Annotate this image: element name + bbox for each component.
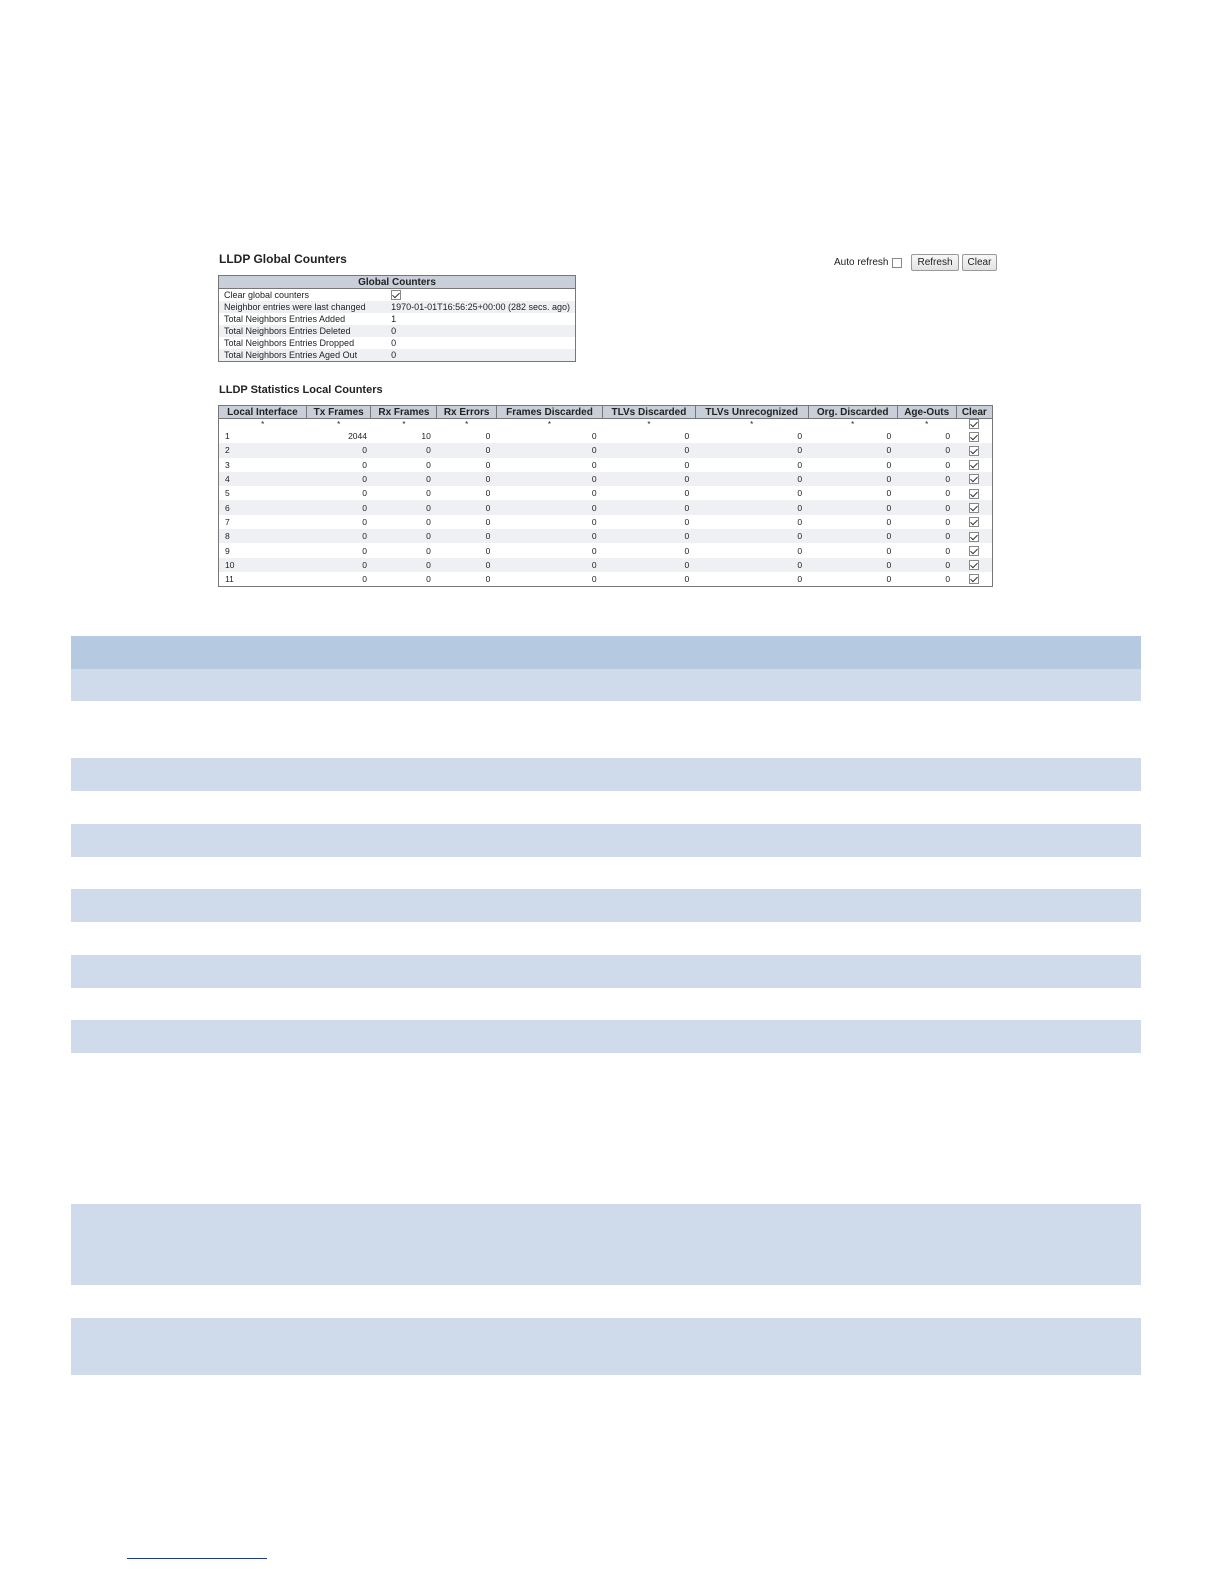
clear-cell	[956, 558, 992, 572]
counter-cell: 0	[684, 516, 690, 527]
counter-cell: 0	[808, 529, 897, 543]
wildcard-cell: *	[851, 419, 855, 429]
counter-cell: 0	[897, 529, 956, 543]
interface-cell: 1	[225, 431, 230, 442]
counter-cell: 0	[496, 443, 602, 457]
doc-table-row-band	[71, 1020, 1141, 1053]
counter-cell: 0	[797, 516, 803, 527]
global-counter-row	[219, 325, 576, 337]
counter-cell: 0	[684, 431, 690, 442]
clear-cell	[956, 529, 992, 543]
counter-cell: 0	[362, 545, 367, 556]
counter-cell: 0	[797, 574, 803, 585]
counter-cell: 0	[945, 545, 951, 556]
counter-cell: 0	[591, 431, 597, 442]
counter-cell: 0	[306, 529, 371, 543]
global-counter-label: Total Neighbors Entries Dropped	[224, 338, 355, 348]
counter-cell: 0	[362, 574, 367, 585]
counter-cell: 0	[371, 500, 437, 514]
doc-table-header-band	[71, 636, 1141, 669]
counter-cell: 0	[306, 500, 371, 514]
counter-cell: 0	[945, 516, 951, 527]
counter-cell: 0	[485, 516, 491, 527]
wildcard-cell: *	[337, 419, 341, 429]
table-row	[219, 529, 993, 543]
column-header: TLVs Discarded	[603, 406, 696, 419]
interface-cell: 3	[225, 459, 230, 470]
clear-cell	[956, 500, 992, 514]
footnote-rule	[127, 1558, 267, 1559]
interface-cell: 6	[219, 500, 307, 514]
counter-cell: 0	[945, 488, 951, 499]
global-counter-value: 1970-01-01T16:56:25+00:00 (282 secs. ago)	[387, 301, 575, 313]
counter-cell: 0	[426, 516, 431, 527]
counter-cell: 0	[496, 558, 602, 572]
clear-row-checkbox[interactable]	[969, 474, 979, 484]
interface-cell: 10	[219, 558, 307, 572]
table-row	[219, 543, 993, 557]
table-row	[219, 486, 993, 500]
counter-cell: 0	[695, 472, 808, 486]
counter-cell: 0	[371, 472, 437, 486]
global-counter-row	[219, 337, 576, 349]
doc-table-row-band	[71, 824, 1141, 857]
counter-cell: 0	[426, 574, 431, 585]
counter-cell: 0	[886, 574, 892, 585]
doc-table-row-band	[71, 955, 1141, 988]
doc-table-row-band	[71, 1318, 1141, 1375]
clear-row-checkbox[interactable]	[969, 503, 979, 513]
counter-cell: 0	[945, 574, 951, 585]
counter-cell: 0	[695, 500, 808, 514]
global-counter-label: Total Neighbors Entries Aged Out	[219, 349, 388, 362]
counter-cell: 0	[591, 574, 597, 585]
counter-cell: 0	[496, 472, 602, 486]
table-row	[219, 500, 993, 514]
counter-cell: 0	[797, 431, 803, 442]
counter-cell: 0	[306, 443, 371, 457]
clear-cell	[956, 443, 992, 457]
counter-cell: 0	[371, 529, 437, 543]
doc-table-row-band	[71, 758, 1141, 791]
column-header: Rx Errors	[437, 406, 497, 419]
table-row	[219, 558, 993, 572]
global-counter-row	[219, 301, 576, 313]
interface-cell: 9	[225, 545, 230, 556]
counter-cell: 0	[808, 443, 897, 457]
counter-cell: 0	[437, 558, 497, 572]
counter-cell: 0	[808, 472, 897, 486]
global-counter-value: 1	[391, 314, 397, 324]
counter-cell: 0	[684, 459, 690, 470]
interface-cell: 11	[225, 574, 234, 585]
counter-cell: 0	[306, 558, 371, 572]
column-header: Local Interface	[219, 406, 307, 419]
counter-cell: 0	[797, 459, 803, 470]
counter-cell: 0	[945, 459, 951, 470]
interface-cell: 8	[219, 529, 307, 543]
counter-cell: 0	[603, 472, 696, 486]
counter-cell: 0	[603, 443, 696, 457]
clear-cell	[956, 486, 992, 500]
counter-cell: 0	[897, 443, 956, 457]
counter-cell: 0	[808, 500, 897, 514]
counter-cell: 0	[591, 545, 597, 556]
counter-cell: 0	[945, 431, 951, 442]
counter-cell: 0	[684, 488, 690, 499]
counter-cell: 0	[362, 459, 367, 470]
counter-cell: 10	[421, 431, 431, 442]
counter-cell: 0	[485, 431, 491, 442]
clear-row-checkbox[interactable]	[969, 489, 979, 499]
clear-row-checkbox[interactable]	[969, 574, 979, 584]
table-row	[219, 515, 993, 529]
column-header: Frames Discarded	[496, 406, 602, 419]
counter-cell: 0	[897, 558, 956, 572]
clear-row-checkbox[interactable]	[969, 560, 979, 570]
clear-cell	[956, 458, 992, 472]
counter-cell: 0	[886, 545, 892, 556]
clear-cell	[956, 572, 992, 587]
counter-cell: 0	[603, 558, 696, 572]
counter-cell: 0	[797, 488, 803, 499]
counter-cell: 0	[496, 529, 602, 543]
table-row	[219, 572, 993, 587]
table-row	[219, 429, 993, 443]
counter-cell: 0	[603, 529, 696, 543]
global-counter-row	[219, 349, 576, 362]
global-counter-value: 0	[387, 325, 575, 337]
clear-cell	[956, 515, 992, 529]
refresh-controls	[834, 254, 997, 271]
refresh-button[interactable]: Refresh	[911, 254, 958, 271]
global-counter-row	[219, 313, 576, 325]
counter-cell: 0	[485, 488, 491, 499]
global-counters-header: Global Counters	[219, 276, 576, 289]
clear-global-counters-cell	[387, 289, 575, 302]
wildcard-cell: *	[647, 419, 651, 429]
counter-cell: 0	[496, 500, 602, 514]
counter-cell: 0	[591, 459, 597, 470]
counter-cell: 0	[485, 545, 491, 556]
counter-cell: 0	[426, 459, 431, 470]
counter-cell: 0	[437, 443, 497, 457]
table-row	[219, 458, 993, 472]
counter-cell: 0	[684, 545, 690, 556]
counter-cell: 0	[362, 488, 367, 499]
wildcard-cell: *	[402, 419, 406, 429]
column-header: TLVs Unrecognized	[695, 406, 808, 419]
wildcard-cell: *	[465, 419, 469, 429]
global-counter-label: Total Neighbors Entries Added	[224, 314, 346, 324]
global-counter-row	[219, 289, 576, 302]
clear-row-checkbox[interactable]	[969, 517, 979, 527]
clear-cell	[956, 472, 992, 486]
counter-cell: 0	[591, 516, 597, 527]
counter-cell: 0	[426, 488, 431, 499]
counter-cell: 0	[695, 443, 808, 457]
counter-cell: 0	[808, 558, 897, 572]
global-counter-value: 0	[391, 338, 397, 348]
interface-cell: 5	[225, 488, 230, 499]
table-row	[219, 472, 993, 486]
counter-cell: 0	[371, 558, 437, 572]
global-counters-table	[218, 275, 576, 362]
counter-cell: 0	[897, 500, 956, 514]
doc-table-row-band	[71, 889, 1141, 922]
counter-cell: 0	[695, 529, 808, 543]
counter-cell: 0	[684, 574, 690, 585]
interface-cell: 4	[219, 472, 307, 486]
clear-button[interactable]: Clear	[962, 254, 998, 271]
counter-cell: 0	[371, 443, 437, 457]
clear-global-counters-checkbox[interactable]	[391, 290, 401, 300]
wildcard-cell: *	[750, 419, 754, 429]
clear-cell	[956, 543, 992, 557]
column-header: Org. Discarded	[808, 406, 897, 419]
counter-cell: 0	[886, 488, 892, 499]
column-header: Age-Outs	[897, 406, 956, 419]
table-row	[219, 443, 993, 457]
counter-cell: 0	[897, 472, 956, 486]
clear-row-checkbox[interactable]	[969, 532, 979, 542]
local-counters-title: LLDP Statistics Local Counters	[219, 384, 383, 396]
counter-cell: 0	[362, 516, 367, 527]
wildcard-cell: *	[261, 419, 265, 429]
global-counter-label: Clear global counters	[224, 290, 310, 300]
clear-row-checkbox[interactable]	[969, 432, 979, 442]
clear-row-checkbox[interactable]	[969, 446, 979, 456]
clear-cell	[956, 429, 992, 443]
counter-cell: 0	[306, 472, 371, 486]
counter-cell: 0	[437, 472, 497, 486]
global-counter-value: 0	[387, 349, 575, 362]
counter-cell: 0	[485, 459, 491, 470]
auto-refresh-checkbox[interactable]	[892, 258, 902, 268]
counter-cell: 0	[886, 516, 892, 527]
interface-cell: 7	[225, 516, 230, 527]
clear-row-checkbox[interactable]	[969, 546, 979, 556]
interface-cell: 2	[219, 443, 307, 457]
counter-cell: 2044	[348, 431, 367, 442]
counter-cell: 0	[797, 545, 803, 556]
counter-cell: 0	[603, 500, 696, 514]
wildcard-cell: *	[547, 419, 552, 429]
doc-table-row-band	[71, 1204, 1141, 1285]
wildcard-row	[219, 419, 993, 430]
counter-cell: 0	[886, 459, 892, 470]
counter-cell: 0	[695, 558, 808, 572]
auto-refresh-label: Auto refresh	[834, 257, 889, 268]
column-header: Clear	[956, 406, 992, 419]
counter-cell: 0	[485, 574, 491, 585]
global-counter-label: Total Neighbors Entries Deleted	[219, 325, 388, 337]
counter-cell: 0	[426, 545, 431, 556]
counter-cell: 0	[886, 431, 892, 442]
clear-all-checkbox[interactable]	[969, 419, 979, 429]
counter-cell: 0	[437, 500, 497, 514]
column-header: Rx Frames	[371, 406, 437, 419]
local-counters-table	[218, 405, 993, 587]
global-counter-label: Neighbor entries were last changed	[219, 301, 388, 313]
column-header: Tx Frames	[306, 406, 371, 419]
clear-row-checkbox[interactable]	[969, 460, 979, 470]
wildcard-cell: *	[925, 419, 929, 429]
global-counters-title: LLDP Global Counters	[219, 252, 347, 266]
counter-cell: 0	[437, 529, 497, 543]
clear-all-cell	[956, 419, 992, 430]
doc-table-row-band	[71, 669, 1141, 701]
counter-cell: 0	[591, 488, 597, 499]
